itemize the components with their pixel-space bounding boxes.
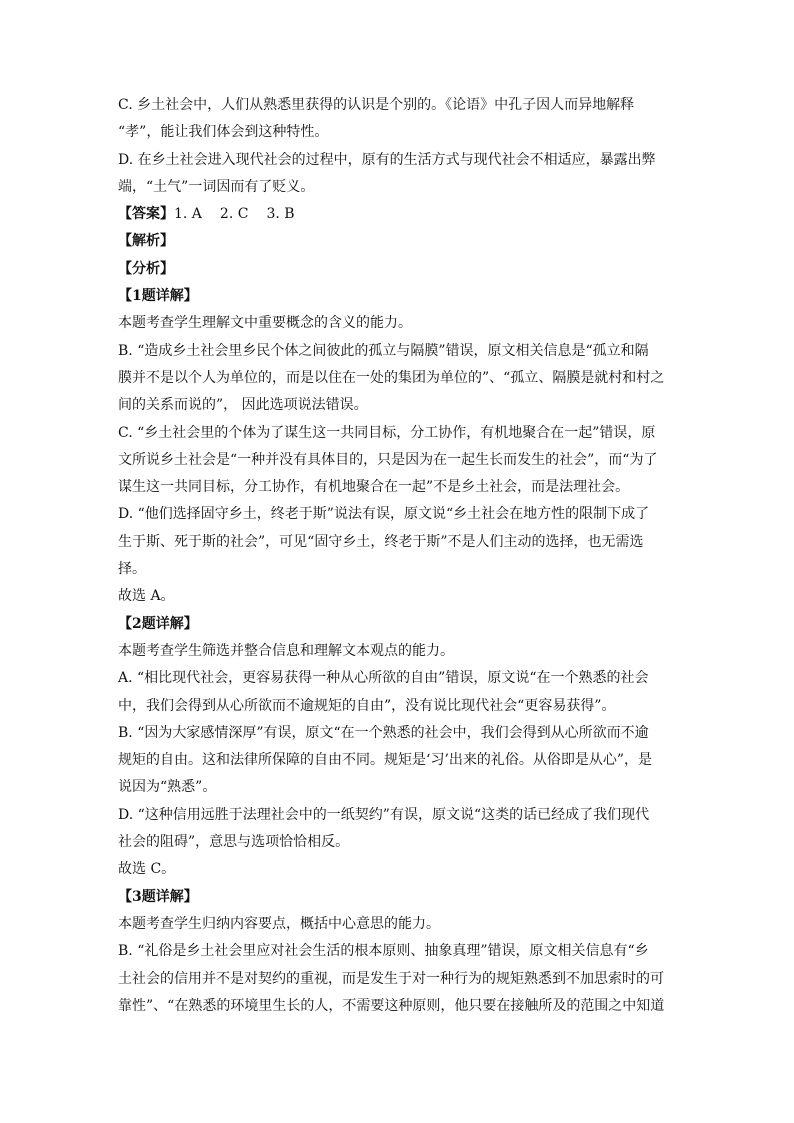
section-heading: 【解析】 xyxy=(118,233,174,250)
document-page xyxy=(118,92,678,1020)
text-line: 膜并不是以个人为单位的，而是以住在一处的集团为单位的”、“孤立、隔膜是就村和村之 xyxy=(118,369,665,386)
text-line: 本题考查学生归纳内容要点，概括中心意思的能力。 xyxy=(118,915,440,932)
answer-item: 1. A xyxy=(174,206,202,223)
text-line: D. “这种信用远胜于法理社会中的一纸契约”有误，原文说“这类的话已经成了我们现代 xyxy=(118,806,650,823)
answer-item: 3. B xyxy=(266,206,295,223)
text-line: 故选 A。 xyxy=(118,588,175,605)
text-line: A. “相比现代社会，更容易获得一种从心所欲的自由”错误，原文说“在一个熟悉的社会 xyxy=(118,670,649,687)
text-line: 说因为“熟悉”。 xyxy=(118,779,217,796)
answer-item: 2. C xyxy=(219,206,249,223)
text-line: D. “他们选择固守乡土，终老于斯”说法有误，原文说“乡土社会在地方性的限制下成了 xyxy=(118,506,650,523)
text-line: 社会的阻碍”，意思与选项恰恰相反。 xyxy=(118,834,350,851)
section-heading: 【2题详解】 xyxy=(118,615,198,632)
text-line: 规矩的自由。这和法律所保障的自由不同。规矩是‘习’出来的礼俗。从俗即是从心”，是 xyxy=(118,752,653,769)
answer-line xyxy=(118,201,678,228)
text-line: B. “因为大家感情深厚”有误，原文“在一个熟悉的社会中，我们会得到从心所欲而不逾 xyxy=(118,724,649,741)
text-line: 生于斯、死于斯的社会”，可见“固守乡土，终老于斯”不是人们主动的选择，也无需选 xyxy=(118,533,644,550)
section-heading: 【分析】 xyxy=(118,260,174,277)
text-line: “孝”，能让我们体会到这种特性。 xyxy=(118,124,329,141)
text-line: 谋生这一共同目标，分工协作，有机地聚合在一起”不是乡土社会，而是法理社会。 xyxy=(118,479,630,496)
text-line: B. “造成乡土社会里乡民个体之间彼此的孤立与隔膜”错误，原文相关信息是“孤立和隔 xyxy=(118,342,649,359)
text-line: 择。 xyxy=(118,561,146,578)
text-line: 中，我们会得到从心所欲而不逾规矩的自由”，没有说比现代社会“更容易获得”。 xyxy=(118,697,616,714)
text-line: 本题考查学生筛选并整合信息和理解文本观点的能力。 xyxy=(118,642,454,659)
text-line: 端，“土气”一词因而有了贬义。 xyxy=(118,178,315,195)
text-line: D. 在乡土社会进入现代社会的过程中，原有的生活方式与现代社会不相适应，暴露出弊 xyxy=(118,151,656,168)
text-line: 靠性”、“在熟悉的环境里生长的人，不需要这种原则，他只要在接触所及的范围之中知道 xyxy=(118,997,665,1014)
text-line: C. “乡土社会里的个体为了谋生这一共同目标，分工协作，有机地聚合在一起”错误，原 xyxy=(118,424,656,441)
text-line: 土社会的信用并不是对契约的重视，而是发生于对一种行为的规矩熟悉到不加思索时的可 xyxy=(118,970,664,987)
section-heading: 【3题详解】 xyxy=(118,888,198,905)
text-line: 故选 C。 xyxy=(118,861,176,878)
section-heading: 【1题详解】 xyxy=(118,288,198,305)
text-line: 间的关系而说的”， 因此选项说法错误。 xyxy=(118,397,368,414)
text-line: 本题考查学生理解文中重要概念的含义的能力。 xyxy=(118,315,412,332)
text-line: 文所说乡土社会是“一种并没有具体目的，只是因为在一起生长而发生的社会”，而“为了 xyxy=(118,451,658,468)
text-line: C. 乡土社会中，人们从熟悉里获得的认识是个别的。《论语》中孔子因人而异地解释 xyxy=(118,97,635,113)
answer-label: 【答案】 xyxy=(118,206,174,223)
text-line: B. “礼俗是乡土社会里应对社会生活的根本原则、抽象真理”错误，原文相关信息有“乡 xyxy=(118,943,649,960)
